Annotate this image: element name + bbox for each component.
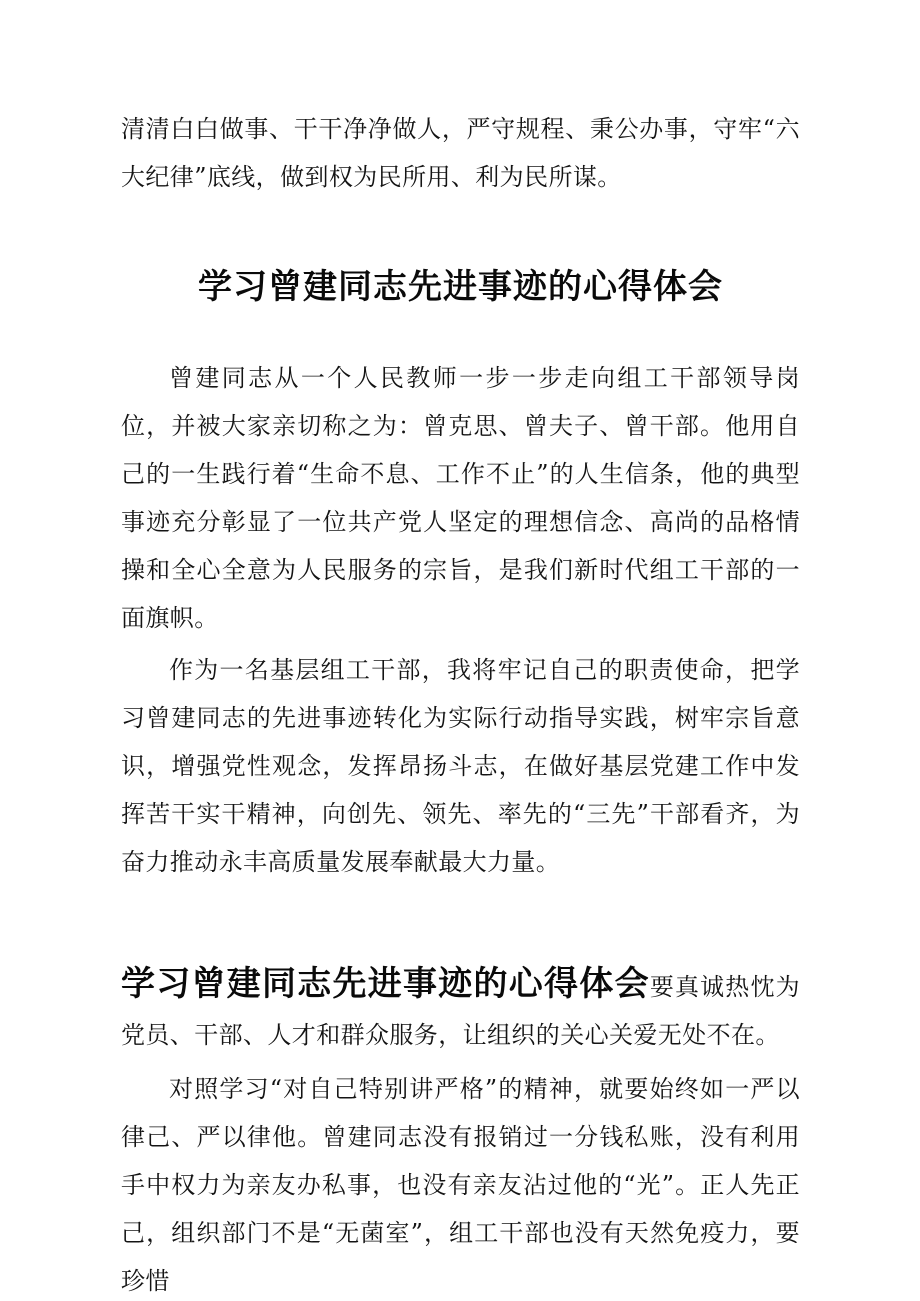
- body-paragraph-3: 对照学习“对自己特别讲严格”的精神，就要始终如一严以律己、严以律他。曾建同志没有报销过一分钱私账，没有利用手中权力为亲友办私事，也没有亲友沾过他的“光”。正人先正己，组织部门不是“无菌室”，组工干部也没有天然免疫力，要珍惜: [121, 1075, 800, 1295]
- opening-paragraph: 清清白白做事、干干净净做人，严守规程、秉公办事，守牢“六大纪律”底线，做到权为民所用、利为民所谋。: [121, 115, 800, 191]
- spacer-top: [121, 0, 800, 105]
- body-paragraph-2: 作为一名基层组工干部，我将牢记自己的职责使命，把学习曾建同志的先进事迹转化为实际行动指导实践，树牢宗旨意识，增强党性观念，发挥昂扬斗志，在做好基层党建工作中发挥苦干实干精神，向创先、领先、率先的“三先”干部看齐，为奋力推动永丰高质量发展奉献最大力量。: [121, 656, 800, 876]
- spacer-before-heading: [121, 201, 800, 264]
- spacer-after-heading: [121, 310, 800, 354]
- document-content: [121, 0, 800, 1301]
- run-in-heading-text: 学习曾建同志先进事迹的心得体会: [121, 964, 650, 1004]
- run-in-heading-paragraph: [121, 960, 800, 1059]
- spacer-before-run-in-heading: [121, 886, 800, 960]
- run-in-body-text: 要真诚热忱为党员、干部、人才和群众服务，让组织的关心关爱无处不在。: [121, 973, 801, 1049]
- centered-document-heading: 学习曾建同志先进事迹的心得体会: [198, 267, 723, 307]
- body-paragraph-1: 曾建同志从一个人民教师一步一步走向组工干部领导岗位，并被大家亲切称之为：曾克思、曾夫子、曾干部。他用自己的一生践行着“生命不息、工作不止”的人生信条，他的典型事迹充分彰显了一位共产党人坚定的理想信念、高尚的品格情操和全心全意为人民服务的宗旨，是我们新时代组工干部的一面旗帜。: [121, 364, 800, 632]
